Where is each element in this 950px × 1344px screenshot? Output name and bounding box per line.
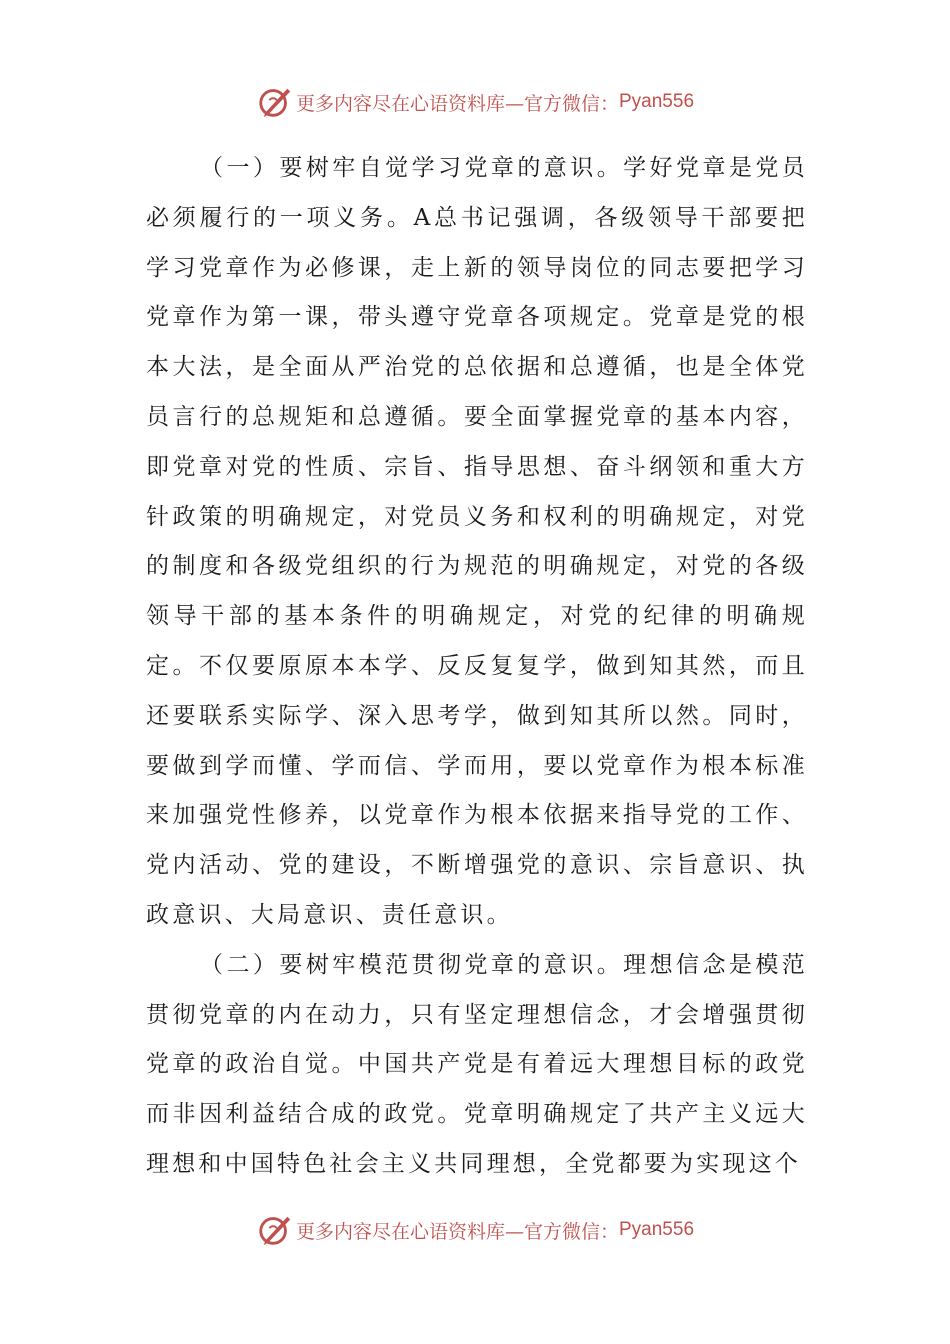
- wechat-id: Pyan556: [619, 91, 695, 112]
- pen-logo-icon: [256, 1211, 294, 1249]
- document-body: [146, 144, 808, 1190]
- header-banner: [0, 80, 950, 124]
- pen-logo-icon: [256, 83, 294, 121]
- banner-text: 更多内容尽在心语资料库—官方微信：: [295, 92, 619, 115]
- wechat-id: Pyan556: [619, 1219, 695, 1240]
- paragraph-1: （一）要树牢自觉学习党章的意识。学好党章是党员必须履行的一项义务。A总书记强调，各级领导干部要把学习党章作为必修课，走上新的领导岗位的同志要把学习党章作为第一课，带头遵守党章各项规定。党章是党的根本大法，是全面从严治党的总依据和总遵循，也是全体党员言行的总规矩和总遵循。要全面掌握党章的基本内容，即党章对党的性质、宗旨、指导思想、奋斗纲领和重大方针政策的明确规定，对党员义务和权利的明确规定，对党的制度和各级党组织的行为规范的明确规定，对党的各级领导干部的基本条件的明确规定，对党的纪律的明确规定。不仅要原原本本学、反反复复学，做到知其然，而且还要联系实际学、深入思考学，做到知其所以然。同时，要做到学而懂、学而信、学而用，要以党章作为根本标准来加强党性修养，以党章作为根本依据来指导党的工作、党内活动、党的建设，不断增强党的意识、宗旨意识、执政意识、大局意识、责任意识。: [146, 155, 808, 928]
- footer-banner: [0, 1208, 950, 1252]
- banner-text: 更多内容尽在心语资料库—官方微信：: [295, 1220, 619, 1243]
- paragraph-2: （二）要树牢模范贯彻党章的意识。理想信念是模范贯彻党章的内在动力，只有坚定理想信念，才会增强贯彻党章的政治自觉。中国共产党是有着远大理想目标的政党而非因利益结合成的政党。党章明确规定了共产主义远大理想和中国特色社会主义共同理想，全党都要为实现这个: [146, 951, 808, 1177]
